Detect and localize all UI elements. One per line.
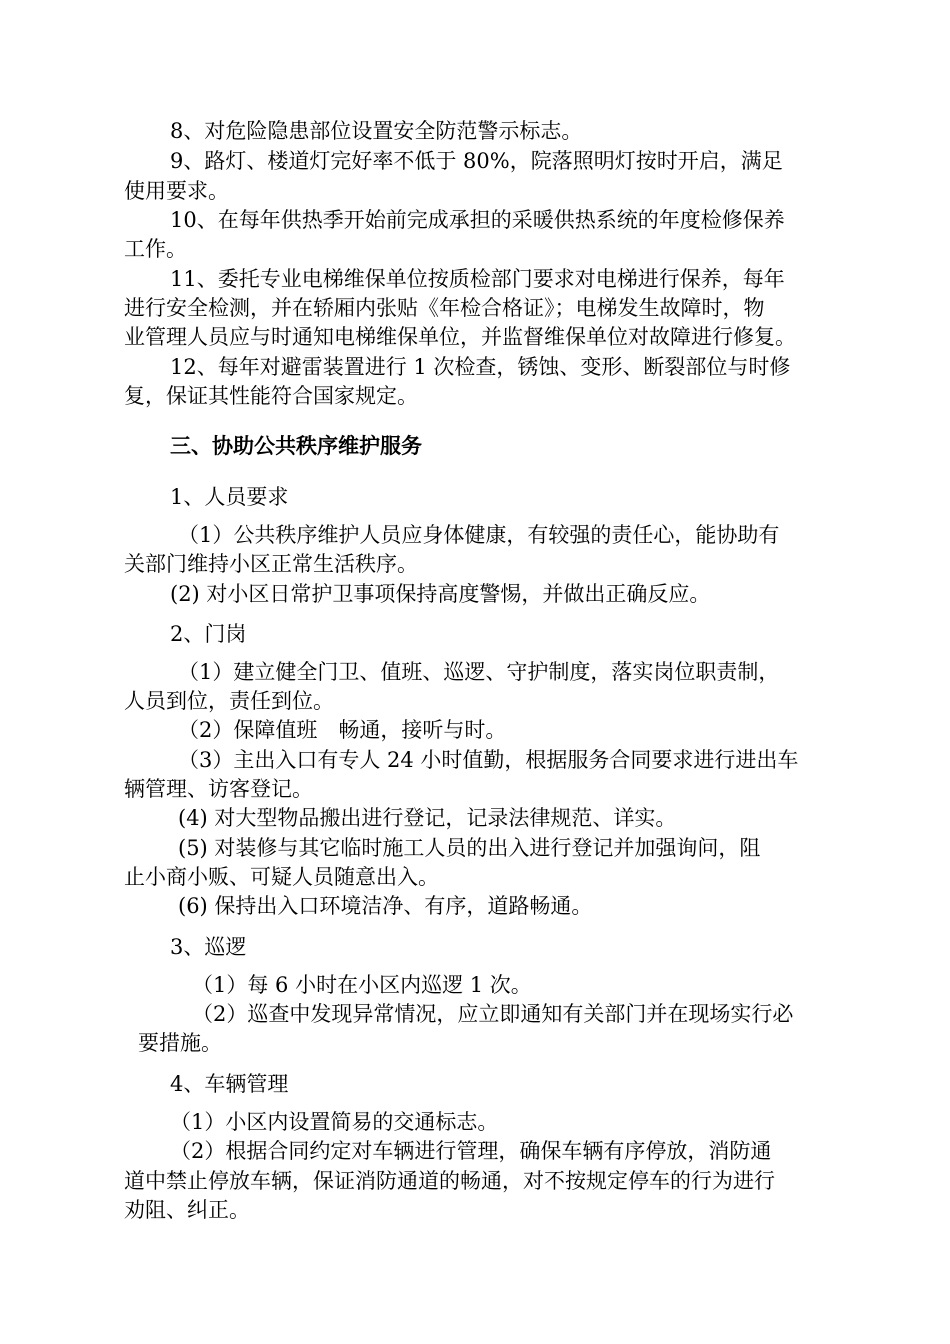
item-12-line-2: 复，保证其性能符合国家规定。 — [124, 384, 418, 408]
item-11-line-2: 进行安全检测，并在轿厢内张贴《年检合格证》；电梯发生故障时，物 — [124, 296, 765, 320]
item-12-line-1: 12、每年对避雷装置进行 1 次检查，锈蚀、变形、断裂部位与时修 — [170, 355, 791, 379]
patrol-2-line-2: 要措施。 — [138, 1031, 222, 1055]
gate-1-line-1: （1）建立健全门卫、值班、巡逻、守护制度，落实岗位职责制， — [178, 660, 780, 684]
personnel-1-line-2: 关部门维持小区正常生活秩序。 — [124, 552, 418, 576]
gate-3-line-1: （3）主出入口有专人 24 小时值勤，根据服务合同要求进行进出车 — [178, 748, 799, 772]
gate-6-line-1: (6) 保持出入口环境洁净、有序，道路畅通。 — [178, 894, 593, 918]
gate-5-line-1: (5) 对装修与其它临时施工人员的出入进行登记并加强询问，阻 — [178, 836, 761, 860]
item-10-line-2: 工作。 — [124, 237, 187, 261]
item-9-line-2: 使用要求。 — [124, 179, 229, 203]
item-9-line-1: 9、路灯、楼道灯完好率不低于 80%，院落照明灯按时开启，满足 — [170, 149, 783, 173]
personnel-2-line-1: (2) 对小区日常护卫事项保持高度警惕，并做出正确反应。 — [170, 582, 711, 606]
subheading-gate: 2、门岗 — [170, 622, 247, 646]
item-8-line-1: 8、对危险隐患部位设置安全防范警示标志。 — [170, 119, 583, 143]
gate-4-line-1: (4) 对大型物品搬出进行登记，记录法律规范、详实。 — [178, 806, 677, 830]
vehicle-2-line-3: 劝阻、纠正。 — [124, 1198, 250, 1222]
item-11-line-3: 业管理人员应与时通知电梯维保单位，并监督维保单位对故障进行修复。 — [124, 325, 796, 349]
subheading-personnel: 1、人员要求 — [170, 485, 289, 509]
section-heading-3: 三、协助公共秩序维护服务 — [170, 433, 422, 458]
personnel-1-line-1: （1）公共秩序维护人员应身体健康，有较强的责任心，能协助有 — [178, 523, 780, 547]
gate-2-line-1: （2）保障值班 畅通，接听与时。 — [178, 718, 507, 742]
gate-3-line-2: 辆管理、访客登记。 — [124, 777, 313, 801]
gate-1-line-2: 人员到位，责任到位。 — [124, 689, 334, 713]
patrol-2-line-1: （2）巡查中发现异常情况，应立即通知有关部门并在现场实行必 — [192, 1002, 794, 1026]
subheading-patrol: 3、巡逻 — [170, 935, 247, 959]
subheading-vehicle: 4、车辆管理 — [170, 1072, 289, 1096]
vehicle-2-line-2: 道中禁止停放车辆，保证消防通道的畅通，对不按规定停车的行为进行 — [124, 1169, 775, 1193]
patrol-1-line-1: （1）每 6 小时在小区内巡逻 1 次。 — [192, 973, 532, 997]
vehicle-1-line-1: （1）小区内设置简易的交通标志。 — [170, 1110, 499, 1134]
item-10-line-1: 10、在每年供热季开始前完成承担的采暖供热系统的年度检修保养 — [170, 208, 785, 232]
vehicle-2-line-1: （2）根据合同约定对车辆进行管理，确保车辆有序停放，消防通 — [170, 1139, 772, 1163]
gate-5-line-2: 止小商小贩、可疑人员随意出入。 — [124, 865, 439, 889]
item-11-line-1: 11、委托专业电梯维保单位按质检部门要求对电梯进行保养，每年 — [170, 267, 785, 291]
